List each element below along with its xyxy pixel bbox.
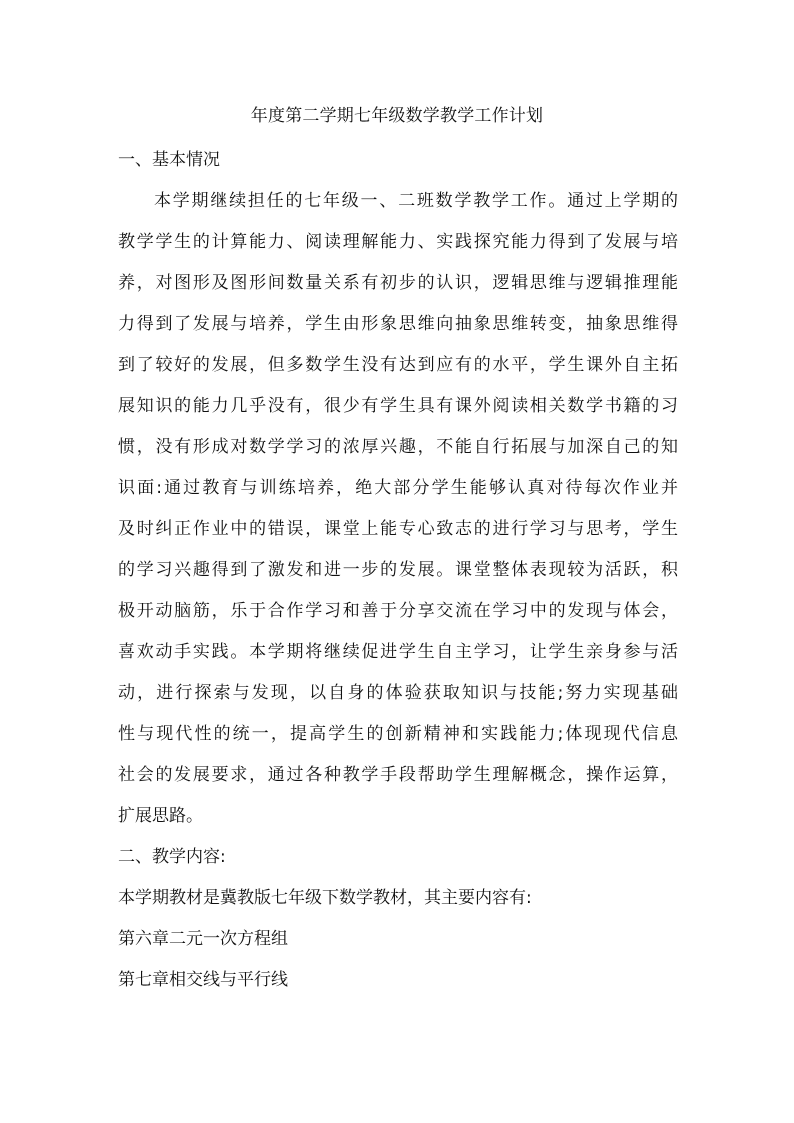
paragraph-line: 的学习兴趣得到了激发和进一步的发展。课堂整体表现较为活跃，积 — [118, 560, 678, 580]
paragraph-line: 喜欢动手实践。本学期将继续促进学生自主学习，让学生亲身参与活 — [118, 642, 678, 662]
paragraph-line: 展知识的能力几乎没有，很少有学生具有课外阅读相关数学书籍的习 — [118, 396, 678, 416]
paragraph-line: 极开动脑筋，乐于合作学习和善于分享交流在学习中的发现与体会， — [118, 601, 678, 621]
paragraph-line: 识面:通过教育与训练培养，绝大部分学生能够认真对待每次作业并 — [118, 478, 678, 498]
textbook-intro: 本学期教材是冀教版七年级下数学教材，其主要内容有: — [118, 888, 532, 908]
section-heading-basic-situation: 一、基本情况 — [118, 150, 220, 170]
paragraph-line: 养，对图形及图形间数量关系有初步的认识，逻辑思维与逻辑推理能 — [118, 273, 678, 293]
paragraph-line: 教学学生的计算能力、阅读理解能力、实践探究能力得到了发展与培 — [118, 232, 678, 252]
paragraph-line: 惯，没有形成对数学学习的浓厚兴趣，不能自行拓展与加深自己的知 — [118, 437, 678, 457]
paragraph-line: 力得到了发展与培养，学生由形象思维向抽象思维转变，抽象思维得 — [118, 314, 678, 334]
paragraph-line: 社会的发展要求，通过各种教学手段帮助学生理解概念，操作运算， — [118, 765, 678, 785]
document-title: 年度第二学期七年级数学教学工作计划 — [250, 106, 544, 126]
paragraph-line: 扩展思路。 — [118, 806, 203, 826]
chapter-item: 第六章二元一次方程组 — [118, 929, 288, 949]
paragraph-line: 动，进行探索与发现，以自身的体验获取知识与技能;努力实现基础 — [118, 683, 678, 703]
paragraph-line: 性与现代性的统一，提高学生的创新精神和实践能力;体现现代信息 — [118, 724, 678, 744]
chapter-item: 第七章相交线与平行线 — [118, 970, 288, 990]
paragraph-line: 及时纠正作业中的错误，课堂上能专心致志的进行学习与思考，学生 — [118, 519, 678, 539]
section-heading-teaching-content: 二、教学内容: — [118, 847, 226, 867]
paragraph-line: 到了较好的发展，但多数学生没有达到应有的水平，学生课外自主拓 — [118, 355, 678, 375]
paragraph-line: 本学期继续担任的七年级一、二班数学教学工作。通过上学期的 — [154, 191, 678, 211]
